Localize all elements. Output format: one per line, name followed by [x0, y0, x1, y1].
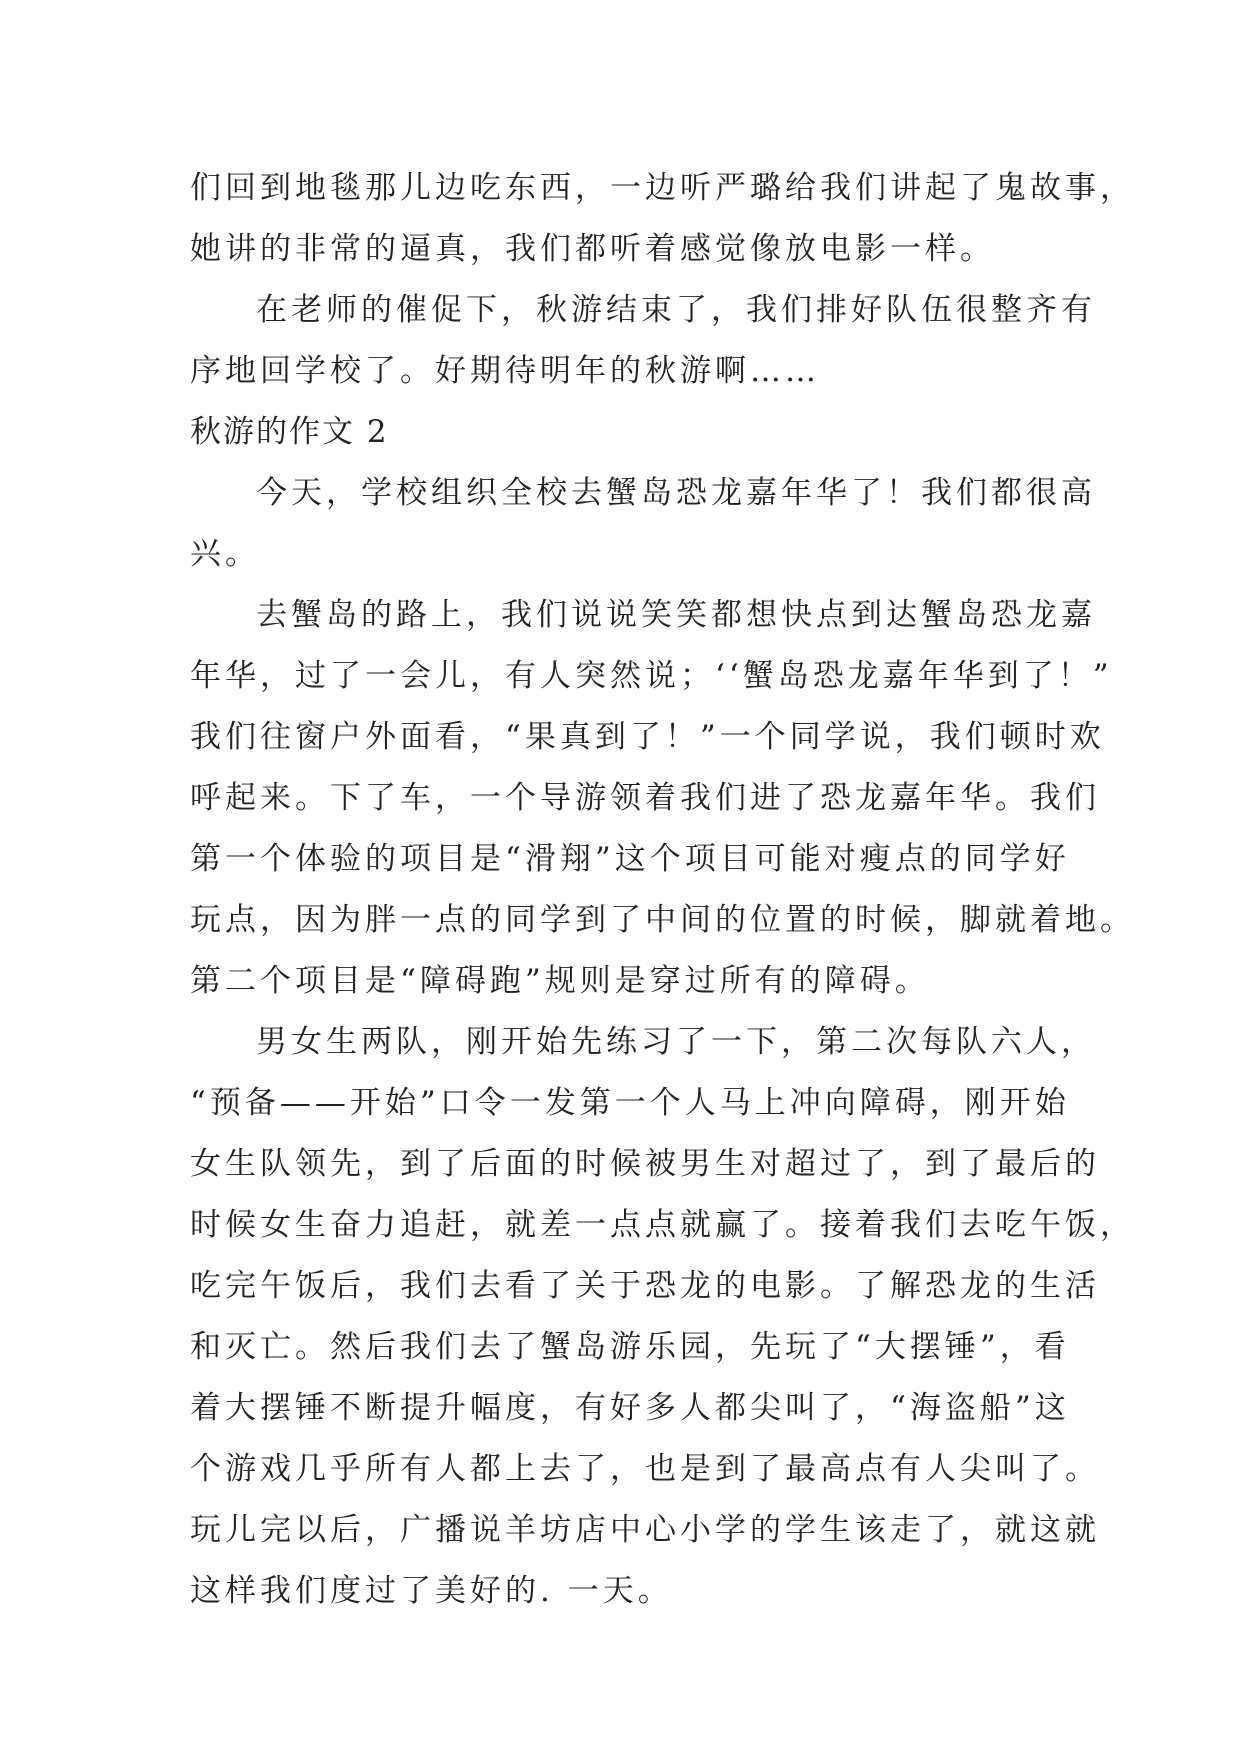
- text-line: 和灭亡。然后我们去了蟹岛游乐园，先玩了“大摆锤”，看: [190, 1329, 1070, 1365]
- text-line: 们回到地毯那儿边吃东西，一边听严璐给我们讲起了鬼故事，: [190, 170, 1135, 206]
- text-line: 去蟹岛的路上，我们说说笑笑都想快点到达蟹岛恐龙嘉: [256, 597, 1096, 633]
- paragraph-activities: [190, 1012, 1135, 1622]
- paragraph-outing-end: [190, 280, 1096, 402]
- text-line: 时候女生奋力追赶，就差一点点就赢了。接着我们去吃午饭，: [190, 1207, 1135, 1243]
- text-line: 男女生两队，刚开始先练习了一下，第二次每队六人，: [256, 1024, 1096, 1060]
- document-body: [190, 158, 1135, 1622]
- text-line: 第二个项目是“障碍跑”规则是穿过所有的障碍。: [190, 963, 930, 999]
- text-line: 在老师的催促下，秋游结束了，我们排好队伍很整齐有: [256, 292, 1096, 328]
- text-line: 序地回学校了。好期待明年的秋游啊……: [190, 353, 820, 389]
- text-line: 兴。: [190, 536, 260, 572]
- text-line: 个游戏几乎所有人都上去了，也是到了最高点有人尖叫了。: [190, 1451, 1100, 1487]
- text-line: “预备——开始”口令一发第一个人马上冲向障碍，刚开始: [190, 1085, 1070, 1121]
- text-line: 今天，学校组织全校去蟹岛恐龙嘉年华了！我们都很高: [256, 475, 1096, 511]
- paragraph-intro: [190, 463, 1096, 585]
- text-line: 第一个体验的项目是“滑翔”这个项目可能对瘦点的同学好: [190, 841, 1070, 877]
- text-line: 吃完午饭后，我们去看了关于恐龙的电影。了解恐龙的生活: [190, 1268, 1100, 1304]
- text-line: 她讲的非常的逼真，我们都听着感觉像放电影一样。: [190, 231, 995, 267]
- text-line: 呼起来。下了车，一个导游领着我们进了恐龙嘉年华。我们: [190, 780, 1100, 816]
- paragraph-outing-stories: [190, 158, 1135, 280]
- text-line: 年华，过了一会儿，有人突然说；‘‘蟹岛恐龙嘉年华到了！”: [190, 658, 1113, 694]
- text-line: 女生队领先，到了后面的时候被男生对超过了，到了最后的: [190, 1146, 1100, 1182]
- essay-title: 秋游的作文 2: [190, 414, 389, 450]
- text-line: 着大摆锤不断提升幅度，有好多人都尖叫了，“海盗船”这: [190, 1390, 1070, 1426]
- text-line: 这样我们度过了美好的. 一天。: [190, 1573, 673, 1609]
- text-line: 我们往窗户外面看，“果真到了！”一个同学说，我们顿时欢: [190, 719, 1105, 755]
- text-line: 玩儿完以后，广播说羊坊店中心小学的学生该走了，就这就: [190, 1512, 1100, 1548]
- text-line: 玩点，因为胖一点的同学到了中间的位置的时候，脚就着地。: [190, 902, 1135, 938]
- paragraph-journey: [190, 585, 1135, 1012]
